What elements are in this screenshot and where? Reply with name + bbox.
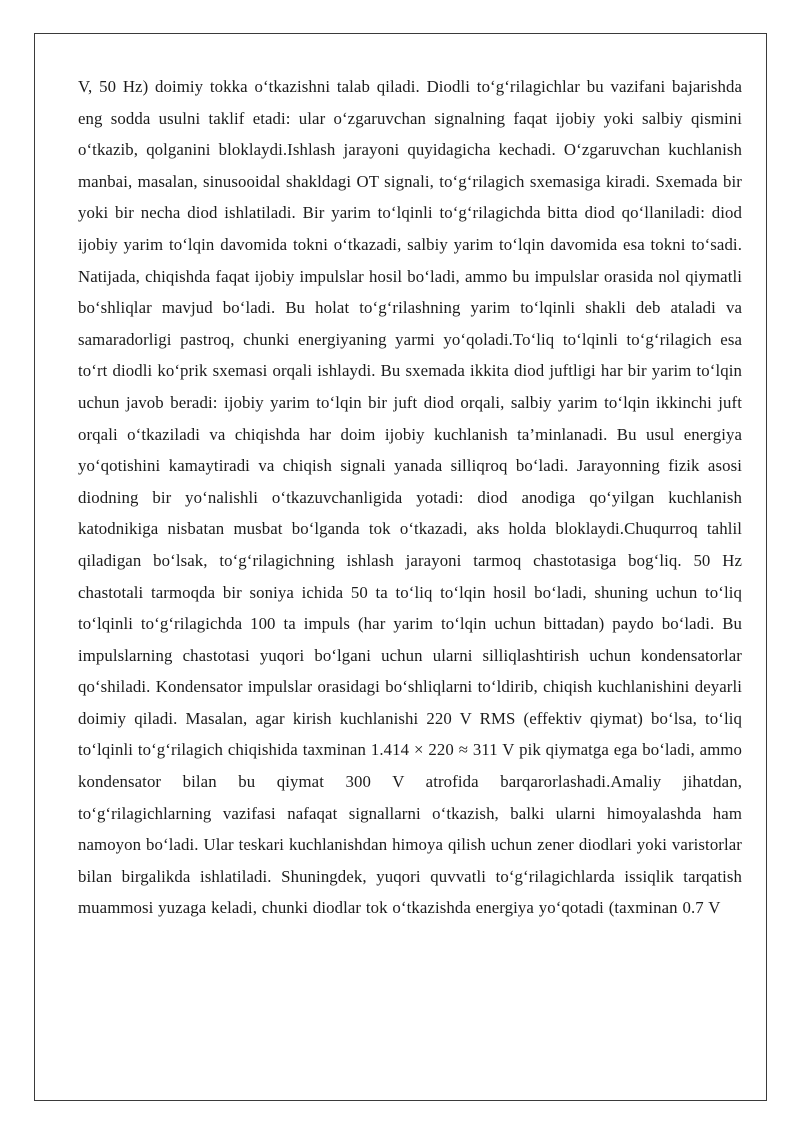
body-paragraph: V, 50 Hz) doimiy tokka o‘tkazishni talab qiladi. Diodli to‘g‘rilagichlar bu vazifani bajarishda eng sodda usulni taklif etadi: ular o‘zgaruvchan signalning faqat ijobiy yoki salbiy qismini o‘tkazib, qolganini bloklaydi.Ishlash jarayoni quyidagicha kechadi. O‘zgaruvchan kuchlanish manbai, masalan, sinusooidal shakldagi OT signali, to‘g‘rilagich sxemasiga kiradi. Sxemada bir yoki bir necha diod ishlatiladi. Bir yarim to‘lqinli to‘g‘rilagichda bitta diod qo‘llaniladi: diod ijobiy yarim to‘lqin davomida tokni o‘tkazadi, salbiy yarim to‘lqin davomida esa tokni to‘sadi. Natijada, chiqishda faqat ijobiy impulslar hosil bo‘ladi, ammo bu impulslar orasida nol qiymatli bo‘shliqlar mavjud bo‘ladi. Bu holat to‘g‘rilashning yarim to‘lqinli shakli deb ataladi va samaradorligi pastroq, chunki energiyaning yarmi yo‘qoladi.To‘liq to‘lqinli to‘g‘rilagich esa to‘rt diodli ko‘prik sxemasi orqali ishlaydi. Bu sxemada ikkita diod juftligi har bir yarim to‘lqin uchun javob beradi: ijobiy yarim to‘lqin bir juft diod orqali, salbiy yarim to‘lqin ikkinchi juft orqali o‘tkaziladi va chiqishda har doim ijobiy kuchlanish ta’minlanadi. Bu usul energiya yo‘qotishini kamaytiradi va chiqish signali yanada silliqroq bo‘ladi. Jarayonning fizik asosi diodning bir yo‘nalishli o‘tkazuvchanligida yotadi: diod anodiga qo‘yilgan kuchlanish katodnikiga nisbatan musbat bo‘lganda tok o‘tkazadi, aks holda bloklaydi.Chuqurroq tahlil qiladigan bo‘lsak, to‘g‘rilagichning ishlash jarayoni tarmoq chastotasiga bog‘liq. 50 Hz chastotali tarmoqda bir soniya ichida 50 ta to‘liq to‘lqin hosil bo‘ladi, shuning uchun to‘liq to‘lqinli to‘g‘rilagichda 100 ta impuls (har yarim to‘lqin uchun bittadan) paydo bo‘ladi. Bu impulslarning chastotasi yuqori bo‘lgani uchun ularni silliqlashtirish uchun kondensatorlar qo‘shiladi. Kondensator impulslar orasidagi bo‘shliqlarni to‘ldirib, chiqish kuchlanishini deyarli doimiy qiladi. Masalan, agar kirish kuchlanishi 220 V RMS (effektiv qiymat) bo‘lsa, to‘liq to‘lqinli to‘g‘rilagich chiqishida taxminan 1.414 × 220 ≈ 311 V pik qiymatga ega bo‘ladi, ammo kondensator bilan bu qiymat 300 V atrofida barqarorlashadi.Amaliy jihatdan, to‘g‘rilagichlarning vazifasi nafaqat signallarni o‘tkazish, balki ularni himoyalashda ham namoyon bo‘ladi. Ular teskari kuchlanishdan himoya qilish uchun zener diodlari yoki varistorlar bilan birgalikda ishlatiladi. Shuningdek, yuqori quvvatli to‘g‘rilagichlarda issiqlik tarqatish muammosi yuzaga keladi, chunki diodlar tok o‘tkazishda energiya yo‘qotadi (taxminan 0.7 V bbox=[78, 77, 742, 918]
